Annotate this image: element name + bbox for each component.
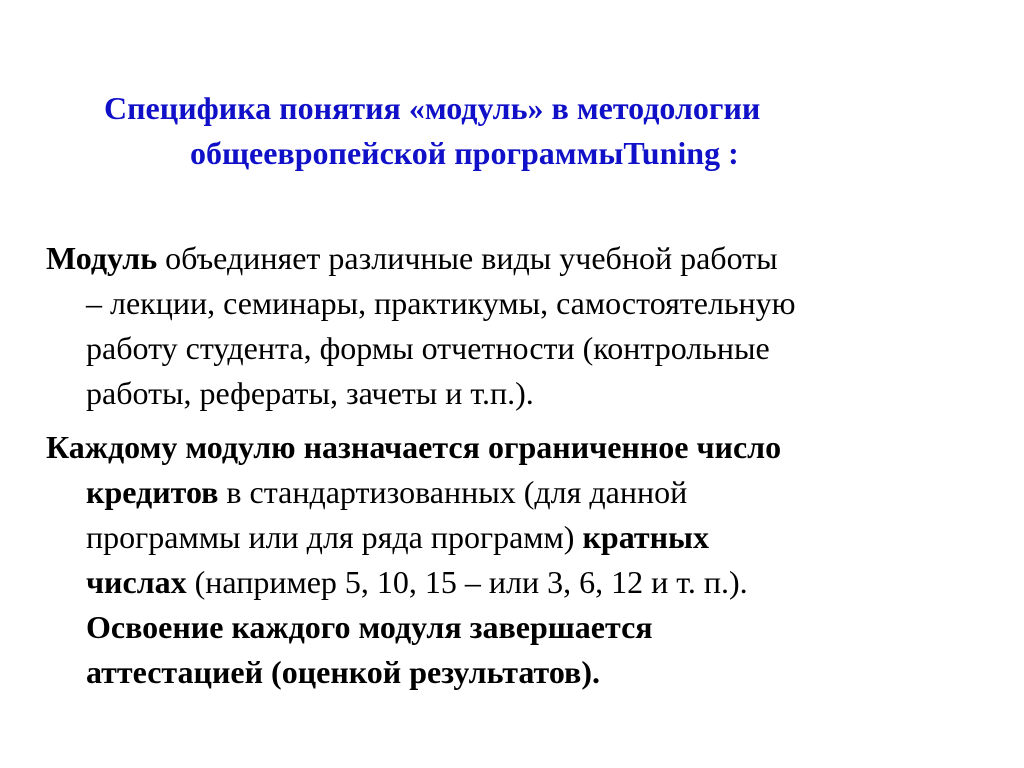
paragraph1-line-4: работы, рефераты, зачеты и т.п.). [86, 375, 534, 411]
paragraph2-line-6: аттестацией (оценкой результатов). [86, 654, 600, 690]
paragraph2-line-4-text: (например 5, 10, 15 – или 3, 6, 12 и т. п.). [186, 564, 748, 600]
paragraph2-line-2 [46, 470, 996, 515]
paragraph1-line-2: – лекции, семинары, практикумы, самостоятельную [86, 285, 796, 321]
title-line-1: Специфика понятия «модуль» в методологии [104, 90, 761, 126]
paragraph1-line-3: работу студента, формы отчетности (контрольные [86, 330, 770, 366]
paragraph1-line-1-text: объединяет различные виды учебной работы [157, 240, 778, 276]
numbers-term: числах [86, 564, 187, 600]
paragraph-module-definition [46, 236, 996, 416]
paragraph-credits [46, 425, 996, 695]
paragraph2-line-4 [46, 560, 996, 605]
slide-title [104, 86, 964, 176]
module-term: Модуль [46, 240, 158, 276]
paragraph2-line-5: Освоение каждого модуля завершается [86, 609, 653, 645]
paragraph2-line-3-text: программы или для ряда программ) [86, 519, 583, 555]
paragraph2-line-3 [46, 515, 996, 560]
title-line-2: общеевропейской программыTuning : [190, 135, 739, 171]
multiple-term: кратных [582, 519, 709, 555]
paragraph2-line-1: Каждому модулю назначается ограниченное число [46, 429, 782, 465]
credits-term: кредитов [86, 474, 219, 510]
paragraph2-line-2-text: в стандартизованных (для данной [218, 474, 688, 510]
paragraph1-line-1 [46, 236, 996, 281]
